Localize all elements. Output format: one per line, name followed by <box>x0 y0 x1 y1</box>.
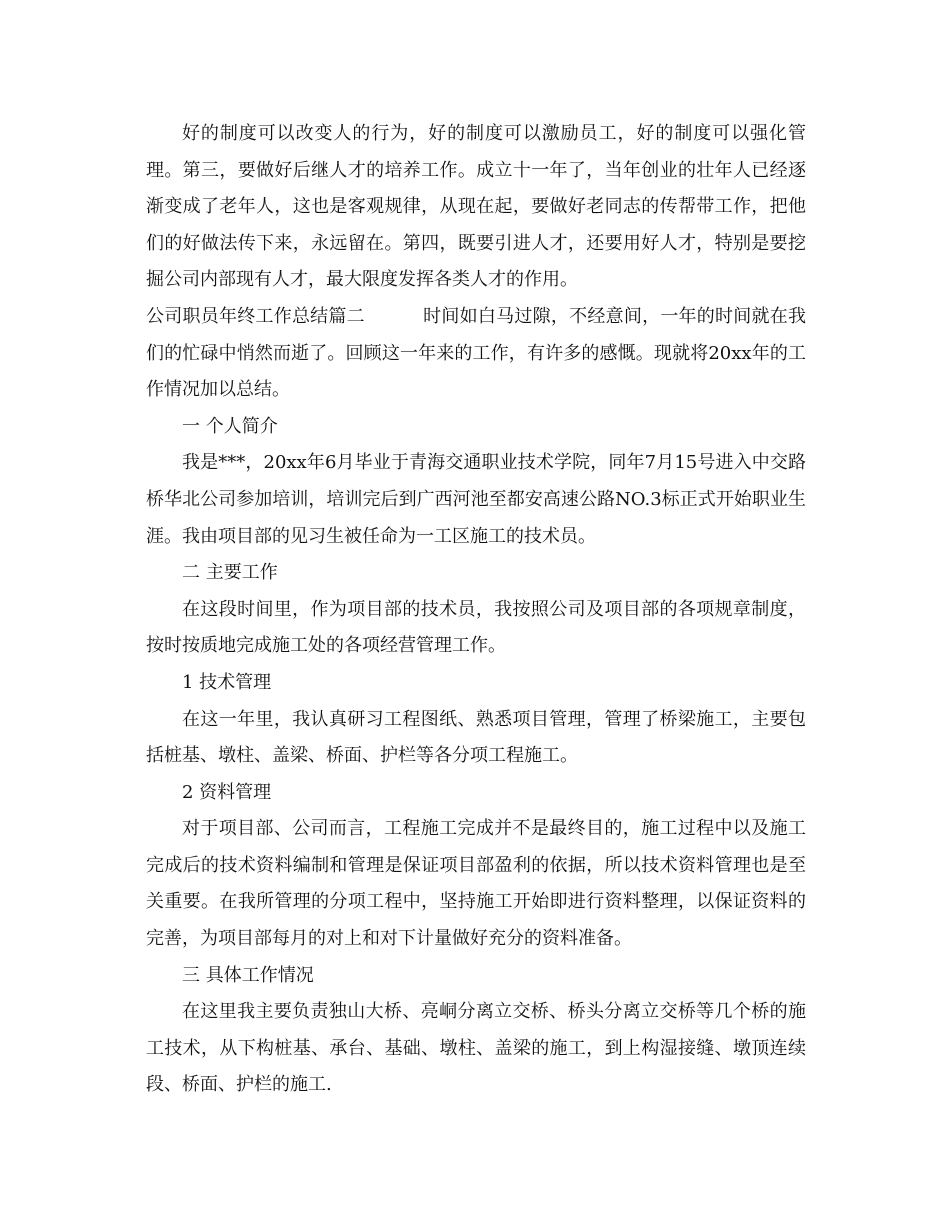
paragraph-technical-management: 在这一年里，我认真研习工程图纸、熟悉项目管理，管理了桥梁施工，主要包括桩基、墩柱、盖梁、桥面、护栏等各分项工程施工。 <box>146 708 806 767</box>
paragraph-summary-intro <box>146 299 806 409</box>
paragraph-main-work: 在这段时间里，作为项目部的技术员，我按照公司及项目部的各项规章制度，按时按质地完成施工处的各项经营管理工作。 <box>146 598 806 657</box>
summary-intro-text: 时间如白马过隙，不经意间，一年的时间就在我们的忙碌中悄然而逝了。回顾这一年来的工作，有许多的感慨。现就将20xx年的工作情况加以总结。 <box>146 305 807 401</box>
paragraph-management-system: 好的制度可以改变人的行为，好的制度可以激励员工，好的制度可以强化管理。第三，要做好后继人才的培养工作。成立十一年了，当年创业的壮年人已经逐渐变成了老年人，这也是客观规律，从现在起，要做好老同志的传帮带工作，把他们的好做法传下来，永远留在。第四，既要引进人才，还要用好人才，特别是要挖掘公司内部现有人才，最大限度发挥各类人才的作用。 <box>146 123 806 291</box>
section-title-inline: 公司职员年终工作总结篇二 <box>146 305 365 327</box>
heading-main-work: 二 主要工作 <box>182 562 278 584</box>
paragraph-specific-work: 在这里我主要负责独山大桥、亮峒分离立交桥、桥头分离立交桥等几个桥的施工技术，从下构桩基、承台、基础、墩柱、盖梁的施工，到上构湿接缝、墩顶连续段、桥面、护栏的施工. <box>146 1001 806 1096</box>
heading-document-management: 2 资料管理 <box>182 781 272 803</box>
document-body <box>146 116 806 1104</box>
paragraph-document-management: 对于项目部、公司而言，工程施工完成并不是最终目的，施工过程中以及施工完成后的技术资料编制和管理是保证项目部盈利的依据，所以技术资料管理也是至关重要。在我所管理的分项工程中，坚持施工开始即进行资料整理，以保证资料的完善，为项目部每月的对上和对下计量做好充分的资料准备。 <box>146 818 806 950</box>
heading-specific-work: 三 具体工作情况 <box>182 964 314 986</box>
paragraph-personal-profile: 我是***，20xx年6月毕业于青海交通职业技术学院，同年7月15号进入中交路桥华北公司参加培训，培训完后到广西河池至都安高速公路NO.3标正式开始职业生涯。我由项目部的见习生被任命为一工区施工的技术员。 <box>146 452 806 547</box>
heading-personal-profile: 一 个人简介 <box>182 415 278 437</box>
heading-technical-management: 1 技术管理 <box>182 671 272 693</box>
